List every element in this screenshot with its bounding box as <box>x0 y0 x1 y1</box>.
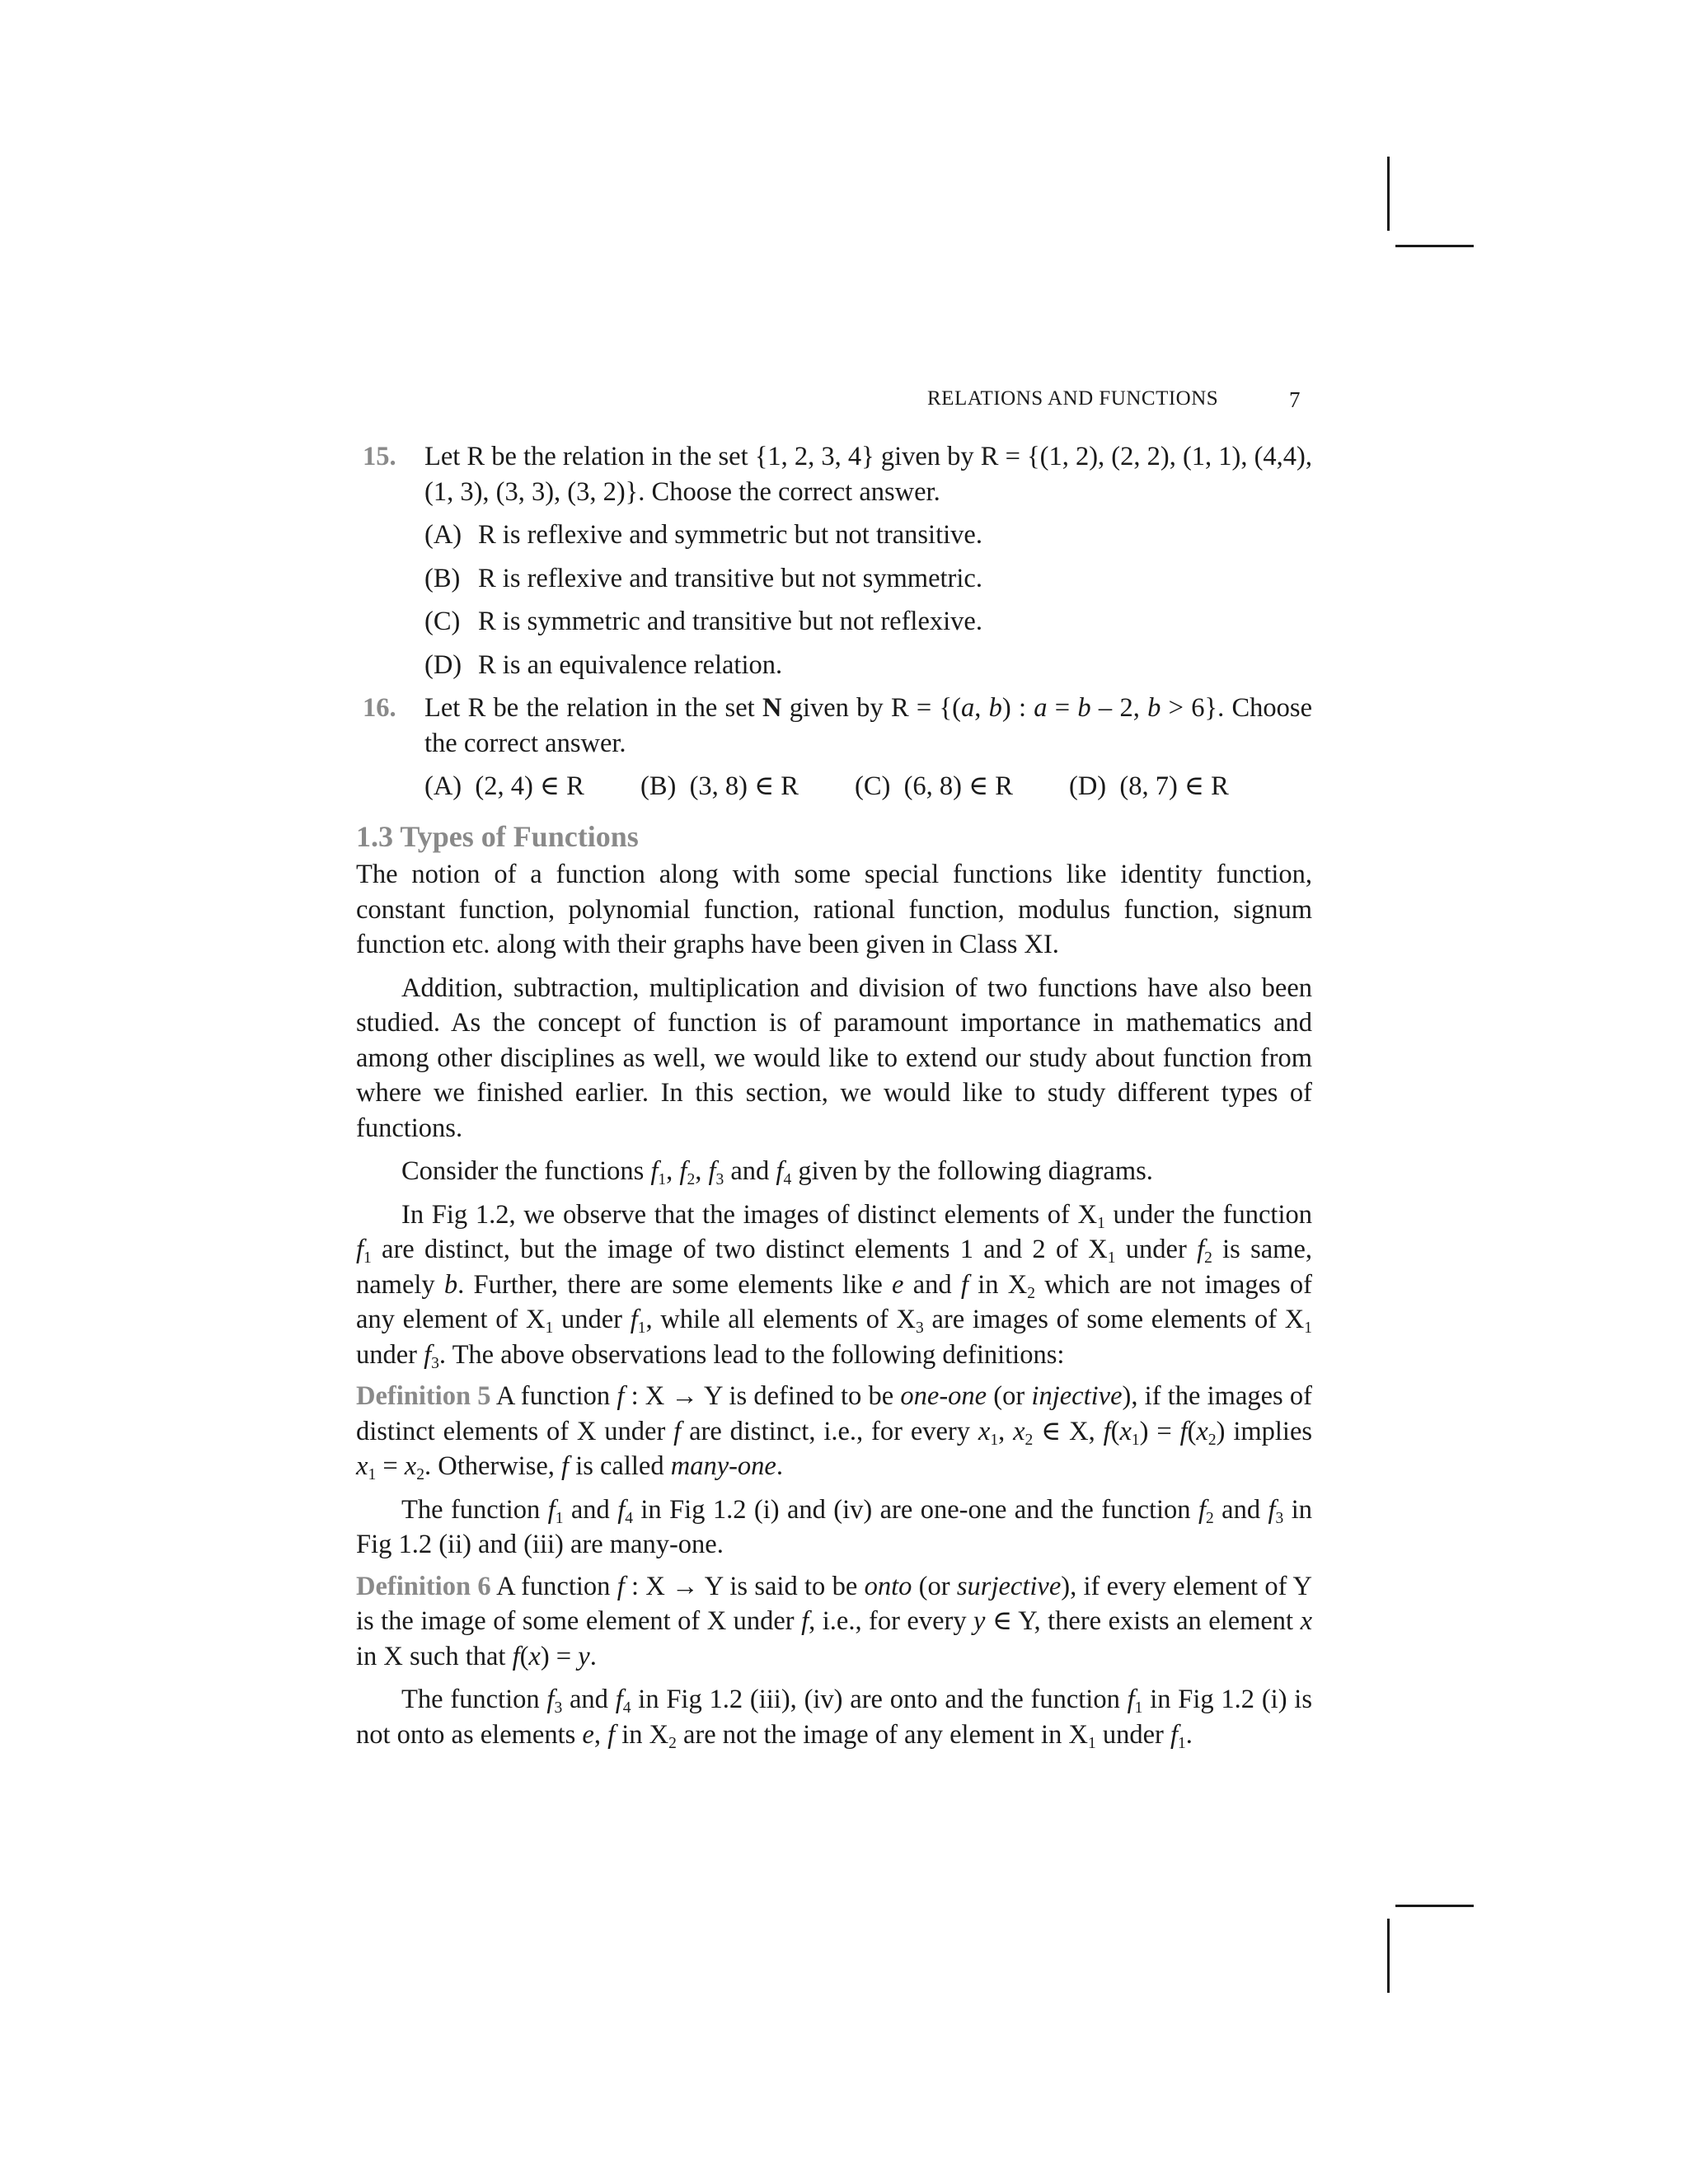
section-heading: 1.3 Types of Functions <box>356 819 639 853</box>
running-header <box>824 387 1311 420</box>
page-number: 7 <box>1289 387 1301 412</box>
crop-mark-top-vertical <box>1387 157 1390 231</box>
crop-mark-bottom-vertical <box>1387 1919 1390 1993</box>
option-d <box>356 648 1312 683</box>
option-a: (A) (2, 4) ∈ R <box>424 771 584 801</box>
paragraph-one-one-examples: The function $f_1$ and $f_4$ in Fig 1.2 (i) and (iv) are one-one and the function $f_2$ and $f_3$ in Fig 1.2 (ii) and (iii) are many-one. <box>356 1494 1312 1559</box>
crop-mark-top-horizontal <box>1395 245 1474 247</box>
question-16-options <box>356 769 1312 804</box>
option-b <box>356 561 1312 597</box>
paragraph-consider: Consider the functions $f_1$, $f_2$, $f_3$ and $f_4$ given by the following diagrams. <box>401 1156 1153 1188</box>
option-text: R is symmetric and transitive but not reflexive. <box>478 607 982 636</box>
option-b: (B) (3, 8) ∈ R <box>640 771 799 801</box>
question-15 <box>356 439 1312 509</box>
paragraph-onto-examples: The function $f_3$ and $f_4$ in Fig 1.2 (iii), (iv) are onto and the function $f_1$ in Fig 1.2 (i) is not onto as elements e, f in $X_2$ are not the image of any element in $X_1$ under $f_1$. <box>356 1685 1312 1752</box>
option-c: (C) (6, 8) ∈ R <box>855 771 1013 801</box>
option-c <box>356 604 1312 640</box>
paragraph-intro: The notion of a function along with some special functions like identity function, constant function, polynomial function, rational function, modulus function, signum function etc. along with their graphs have been given in Class XI. <box>356 860 1312 959</box>
question-number: 16. <box>363 693 396 723</box>
page-content <box>356 439 1312 1752</box>
paragraph-operations: Addition, subtraction, multiplication and division of two functions have also been studied. As the concept of function is of paramount importance in mathematics and among other disciplines as well, we would like to extend our study about function from where we finished earlier. In this section, we would like to study different types of functions. <box>356 972 1312 1143</box>
option-label: (C) <box>424 607 461 636</box>
crop-mark-bottom-horizontal <box>1395 1905 1474 1907</box>
option-text: R is reflexive and symmetric but not transitive. <box>478 520 982 550</box>
option-a <box>356 518 1312 553</box>
option-d: (D) (8, 7) ∈ R <box>1069 771 1229 801</box>
option-label: (A) <box>424 520 462 550</box>
definition-5: Definition 5 A function f : X → Y is defined to be one-one (or injective), if the images of distinct elements of X under f are distinct, i.e., for every $x_1$, $x_2$ ∈ X, $f(x_1) = f(x_2)$ implies $x_1 = x_2$. Otherwise, f is called many-one. <box>356 1381 1313 1483</box>
question-text: Let R be the relation in the set {1, 2, 3, 4} given by R = {(1, 2), (2, 2), (1, 1), (4,4), (1, 3), (3, 3), (3, 2)}. Choose the correct answer. <box>424 442 1312 507</box>
question-text: Let R be the relation in the set N given by R = {(a, b) : a = b – 2, b > 6}. Choose the correct answer. <box>424 693 1313 758</box>
question-number: 15. <box>363 442 396 471</box>
definition-6: Definition 6 A function f : X → Y is said to be onto (or surjective), if every element of Y is the image of some element of X under f, i.e., for every y ∈ Y, there exists an element x in X such that f(x) = y. <box>356 1571 1312 1671</box>
option-text: R is an equivalence relation. <box>478 649 783 680</box>
option-text: R is reflexive and transitive but not symmetric. <box>478 563 982 593</box>
header-title: RELATIONS AND FUNCTIONS <box>927 387 1219 410</box>
paragraph-observation: In Fig 1.2, we observe that the images of distinct elements of $X_1$ under the function $f_1$ are distinct, but the image of two distinct elements 1 and 2 of $X_1$ under $f_2$ is same, namely b. Further, there are some elements like e and f in $X_2$ which are not images of any element of $X_1$ under $f_1$, while all elements of $X_3$ are images of some elements of $X_1$ under $f_3$. The above observations lead to the following definitions: <box>356 1199 1312 1372</box>
question-16 <box>356 691 1312 761</box>
option-label: (B) <box>424 563 461 593</box>
option-label: (D) <box>424 649 462 680</box>
